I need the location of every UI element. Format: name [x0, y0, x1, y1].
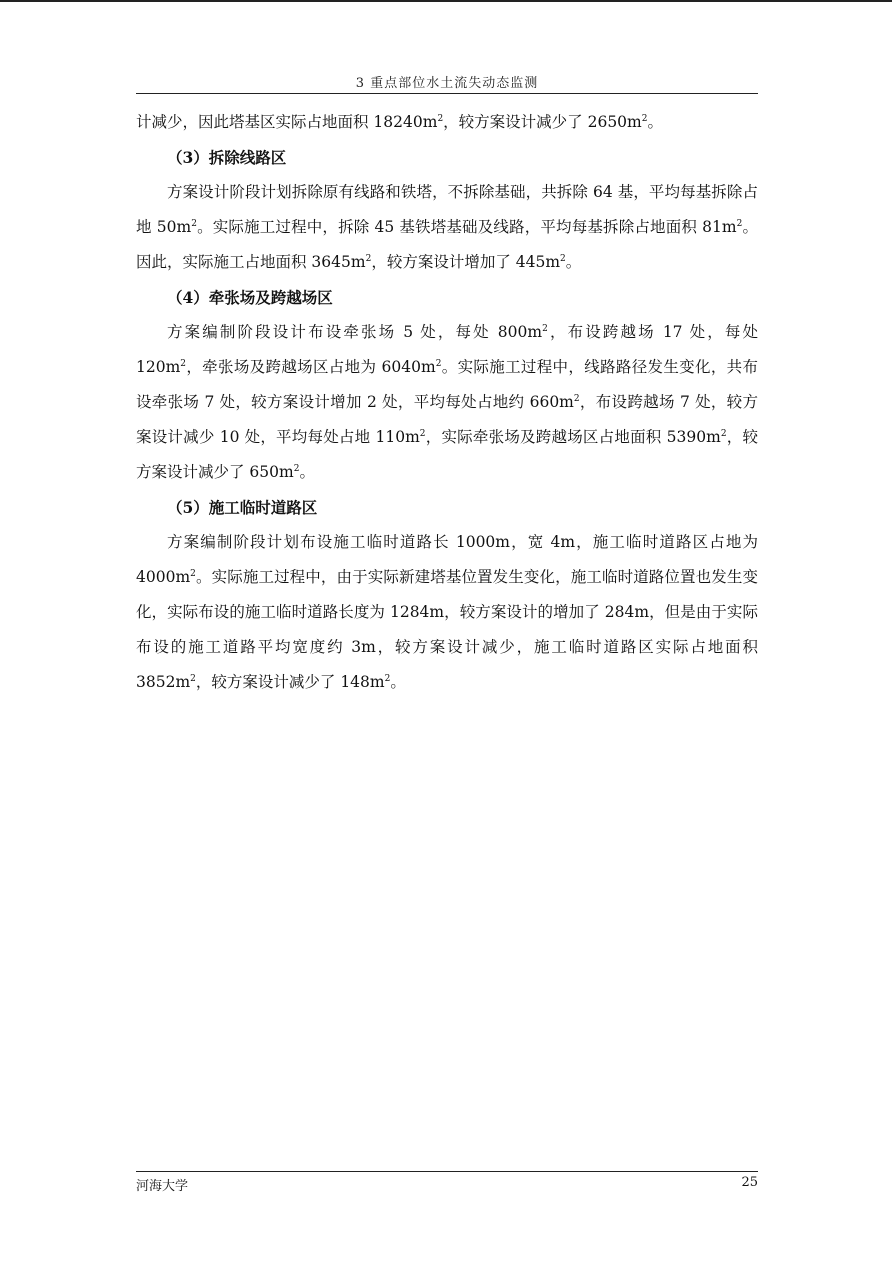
page-number: 25	[741, 1175, 758, 1190]
header-rule	[136, 93, 758, 94]
paragraph-tension-crossing-area: 方案编制阶段设计布设牵张场 5 处，每处 $800m^2$，布设跨越场 17 处，每处 $120m^2$，牵张场及跨越场区占地为 $6040m^2$。实际施工过程中，线路路径发生变化，共布设牵张场 7 处，较方案设计增加 2 处，平均每处占地约 $660m^2$，布设跨越场 7 处，较方案设计减少 10 处，平均每处占地 $110m^2$，实际牵张场及跨越场区占地面积 $5390m^2$，较方案设计减少了 $650m^2$。	[136, 323, 758, 481]
section-heading-demolition-line-area: （3）拆除线路区	[167, 148, 287, 167]
document-body	[136, 105, 758, 700]
paragraph-temporary-road-area: 方案编制阶段计划布设施工临时道路长 1000m，宽 4m，施工临时道路区占地为 $4000m^2$。实际施工过程中，由于实际新建塔基位置发生变化，施工临时道路位置也发生变化，实际布设的施工临时道路长度为 1284m，较方案设计的增加了 284m，但是由于实际布设的施工道路平均宽度约 3m，较方案设计减少，施工临时道路区实际占地面积 $3852m^2$，较方案设计减少了 $148m^2$。	[136, 533, 758, 691]
page-top-border	[0, 0, 892, 2]
section-heading-tension-crossing-area: （4）牵张场及跨越场区	[167, 288, 333, 307]
paragraph-demolition-line-area: 方案设计阶段计划拆除原有线路和铁塔，不拆除基础，共拆除 64 基，平均每基拆除占地 $50m^2$。实际施工过程中，拆除 45 基铁塔基础及线路，平均每基拆除占地面积 $81m^2$。因此，实际施工占地面积 $3645m^2$，较方案设计增加了 $445m^2$。	[136, 183, 758, 271]
paragraph-tower-area-continued: 计减少，因此塔基区实际占地面积 $18240m^2$，较方案设计减少了 $2650m^2$。	[136, 113, 663, 131]
running-header: 3 重点部位水土流失动态监测	[355, 76, 539, 91]
footer-rule	[136, 1171, 758, 1172]
section-heading-temporary-road-area: （5）施工临时道路区	[167, 498, 318, 517]
footer-institution: 河海大学	[136, 1179, 189, 1194]
